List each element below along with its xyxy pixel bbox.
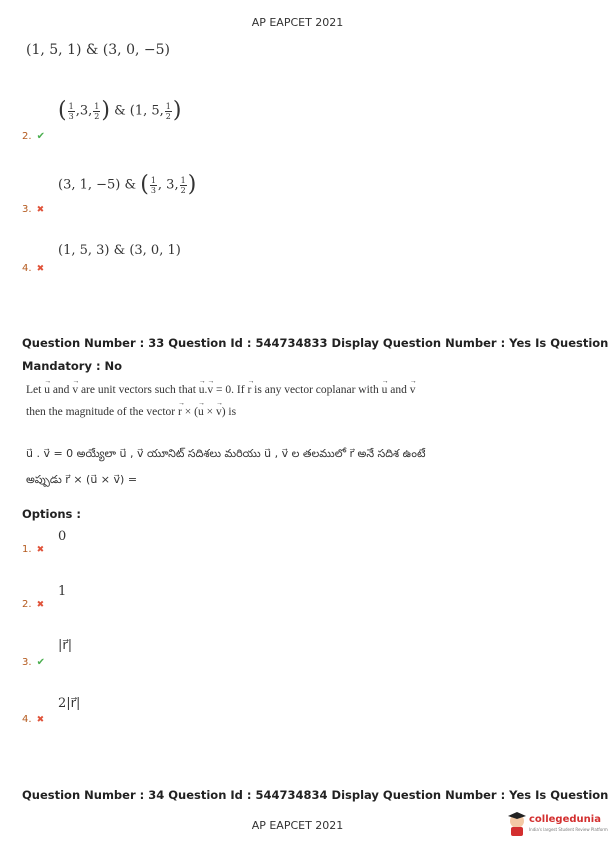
wrong-cross-icon: ✖ xyxy=(36,205,45,215)
q-text: is xyxy=(228,406,237,418)
question-telugu-line-2: అప్పుడు r⃗ × (u⃗ × v⃗) = xyxy=(26,473,138,486)
logo-text: collegedunia xyxy=(529,814,601,825)
option-2-part: & (1, 5, xyxy=(114,103,164,119)
option-1-label xyxy=(22,537,44,556)
option-2-text: ( $\frac{1}{3}$ ,3, $\frac{1}{2}$ ) & (1, 5, $\frac{1}{2}$ ) xyxy=(58,98,182,123)
option-4-text: (1, 5, 3) & (3, 0, 1) xyxy=(58,243,181,258)
question-header: Question Number : 33 Question Id : 544734833 Display Question Number : Yes Is Question xyxy=(22,336,608,350)
logo-tagline: India's largest Student Review Platform xyxy=(529,827,608,832)
page-footer: AP EAPCET 2021 xyxy=(251,819,344,832)
option-2-label xyxy=(22,592,44,611)
option-1-value: 0 xyxy=(58,529,67,544)
q-text: Let xyxy=(26,384,42,396)
q-text: and xyxy=(52,384,70,396)
option-3-part: , 3, xyxy=(157,177,179,193)
options-label: Options : xyxy=(22,507,81,521)
correct-check-icon: ✔ xyxy=(36,657,46,668)
wrong-cross-icon: ✖ xyxy=(36,545,45,555)
next-question-header: Question Number : 34 Question Id : 544734834 Display Question Number : Yes Is Question xyxy=(22,788,608,802)
option-3-part: (3, 1, −5) & xyxy=(58,177,137,193)
q-text: then the magnitude of the vector xyxy=(26,406,176,418)
option-number: 3. xyxy=(22,204,32,215)
option-4-value: 2|r⃗| xyxy=(58,696,81,711)
option-number: 2. xyxy=(22,131,32,142)
question-english-line-2: then the magnitude of the vector → r × (→ u × → v) is xyxy=(26,406,236,418)
option-4-label xyxy=(22,256,44,275)
option-number: 1. xyxy=(22,544,32,555)
option-2-part: 3, xyxy=(79,103,93,119)
option-3-label xyxy=(22,650,45,669)
correct-check-icon: ✔ xyxy=(36,131,46,142)
wrong-cross-icon: ✖ xyxy=(36,264,45,274)
option-1-text: (1, 5, 1) & (3, 0, −5) xyxy=(26,42,170,58)
option-number: 4. xyxy=(22,714,32,725)
option-number: 4. xyxy=(22,263,32,274)
option-4-label xyxy=(22,707,44,726)
q-text: . If xyxy=(231,384,245,396)
option-2-label xyxy=(22,124,45,143)
question-english-line-1: Let → u and → v are unit vectors such that → u.→ v = 0. If → r is any vector coplanar with → u and → v xyxy=(26,384,415,396)
option-number: 2. xyxy=(22,599,32,610)
q-text: and xyxy=(390,384,407,396)
option-3-value: |r⃗| xyxy=(58,638,73,653)
option-3-text: (3, 1, −5) & ( $\frac{1}{3}$ , 3, $\frac{1}{2}$ ) xyxy=(58,172,197,197)
question-telugu-line-1: u⃗ . v⃗ = 0 అయ్యేలా u⃗ , v⃗ యూనిట్ సదిశలు మరియు u⃗ , v⃗ ల తలములో r⃗ అనే సదిశ ఉంటే xyxy=(26,447,426,460)
option-3-label xyxy=(22,197,44,216)
q-text: is any vector coplanar with xyxy=(254,384,379,396)
option-2-value: 1 xyxy=(58,584,67,599)
q-text: are unit vectors such that xyxy=(80,384,196,396)
wrong-cross-icon: ✖ xyxy=(36,600,45,610)
option-number: 3. xyxy=(22,657,32,668)
page-header: AP EAPCET 2021 xyxy=(251,16,344,29)
wrong-cross-icon: ✖ xyxy=(36,715,45,725)
collegedunia-logo xyxy=(505,806,608,840)
question-mandatory: Mandatory : No xyxy=(22,359,123,373)
